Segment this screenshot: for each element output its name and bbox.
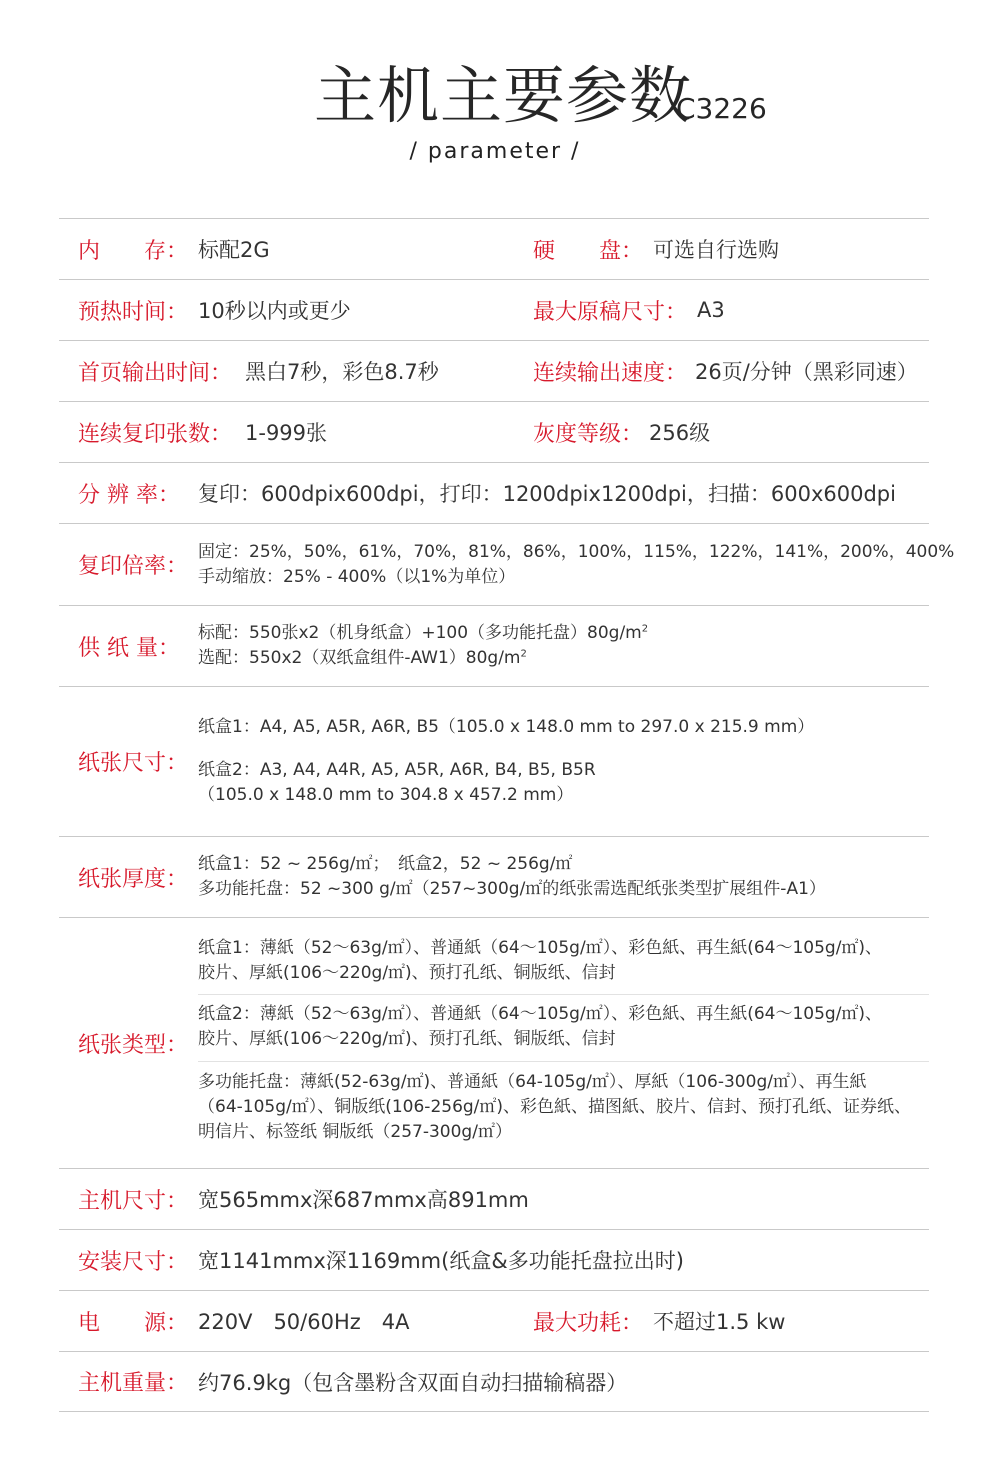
- spec-value: 复印：600dpix600dpi，打印：1200dpix1200dpi，扫描：600x600dpi: [198, 482, 896, 506]
- spec-value: 不超过1.5 kw: [653, 1310, 786, 1334]
- spec-value: 1-999张: [245, 421, 328, 445]
- spec-row-power: [59, 1290, 929, 1351]
- header: [0, 0, 990, 200]
- spec-label: 最大功耗：: [533, 1310, 644, 1336]
- spec-row-paper-weight: [59, 836, 929, 917]
- spec-row-copies: [59, 401, 929, 462]
- spec-row-weight: [59, 1351, 929, 1412]
- spec-value: 可选自行选购: [653, 238, 779, 262]
- spec-value-block: [198, 837, 826, 917]
- spec-label: 分 辨 率：: [78, 482, 180, 508]
- spec-label: 最大原稿尺寸：: [533, 299, 688, 325]
- spec-value: 宽565mmx深687mmx高891mm: [198, 1188, 529, 1212]
- spec-label: 复印倍率：: [78, 554, 189, 579]
- spec-label: 电 源：: [78, 1310, 189, 1336]
- spec-label: 纸张厚度：: [78, 866, 189, 892]
- spec-label: 纸张类型：: [78, 1032, 189, 1058]
- spec-value-block: [198, 918, 929, 1168]
- spec-row-paper-size: [59, 686, 929, 836]
- spec-value: 约76.9kg（包含墨粉含双面自动扫描输稿器）: [198, 1370, 628, 1395]
- page-subtitle: / parameter /: [409, 139, 581, 164]
- spec-value-line: 纸盒2：A3, A4, A4R, A5, A5R, A6R, B4, B5, B5R: [198, 760, 596, 780]
- spec-value: A3: [697, 298, 725, 322]
- spec-value-block: [198, 606, 648, 686]
- spec-value-line: 固定：25%，50%，61%，70%，81%，86%，100%，115%，122%，141%，200%，400%: [198, 541, 955, 562]
- spec-label: 安装尺寸：: [78, 1249, 189, 1275]
- spec-label: 首页输出时间：: [78, 360, 233, 386]
- spec-value: 256级: [649, 421, 711, 445]
- spec-label: 预热时间：: [78, 299, 189, 325]
- spec-value-line: 选配：550x2（双纸盒组件$-AW1)80g/m^2$: [198, 648, 527, 668]
- spec-value: 宽1141mmx深1169mm(纸盒&多功能托盘拉出时): [198, 1249, 684, 1273]
- paper-type-mpt: 多功能托盘：薄紙(52-63g/㎡)、普通紙（64-105g/㎡）、厚紙（106-300g/㎡）、再生紙 （64-105g/㎡）、铜版纸(106-256g/㎡)、彩色紙、描图紙、胶片、信封、预打孔纸、证券纸、 明信片、标签纸 铜版纸（257-300g/㎡）: [198, 1061, 929, 1145]
- paper-type-tray1: 纸盒1：薄紙（52～63g/㎡）、普通紙（64～105g/㎡）、彩色紙、再生紙(64～105g/㎡)、 胶片、厚紙(106～220g/㎡)、预打孔纸、铜版纸、信封: [198, 938, 883, 983]
- spec-row-paper-type: [59, 917, 929, 1168]
- spec-label: 纸张尺寸：: [78, 751, 189, 776]
- paper-type-tray2: 纸盒2：薄紙（52～63g/㎡）、普通紙（64～105g/㎡）、彩色紙、再生紙(64～105g/㎡)、 胶片、厚紙(106～220g/㎡)、预打孔纸、铜版纸、信封: [198, 994, 929, 1052]
- spec-value: 26页/分钟（黑彩同速）: [695, 360, 918, 384]
- spec-label: 硬 盘：: [533, 238, 644, 264]
- spec-value-line: 纸盒1：52 ~ 256g/㎡； 纸盒2，52 ~ 256g/㎡: [198, 854, 573, 874]
- spec-value: 220V 50/60Hz 4A: [198, 1310, 410, 1334]
- spec-value: 黑白7秒，彩色8.7秒: [245, 360, 439, 384]
- spec-row-zoom: [59, 523, 955, 605]
- spec-row-dimensions: [59, 1168, 929, 1229]
- spec-row-paper-supply: [59, 605, 929, 686]
- spec-label: 主机重量：: [78, 1371, 189, 1396]
- spec-value-line: 纸盒1：A4, A5, A5R, A6R, B5（105.0 x 148.0 mm to 297.0 x 215.9 mm）: [198, 717, 815, 737]
- spec-label: 主机尺寸：: [78, 1188, 189, 1214]
- spec-row-resolution: [59, 462, 929, 523]
- spec-label: 连续输出速度：: [533, 360, 688, 386]
- spec-row-install-size: [59, 1229, 929, 1290]
- spec-label: 灰度等级：: [533, 421, 644, 447]
- spec-value: 10秒以内或更少: [198, 299, 351, 323]
- spec-value-line: 多功能托盘：52 ~300 g/㎡（257~300g/㎡的纸张需选配纸张类型扩展组件-A1）: [198, 879, 826, 899]
- spec-row-memory: [59, 218, 929, 279]
- spec-value-block: [198, 687, 814, 836]
- spec-label: 连续复印张数：: [78, 421, 233, 447]
- spec-table: [59, 218, 955, 1412]
- spec-label: 供 纸 量：: [78, 635, 180, 661]
- spec-value-block: [198, 524, 954, 605]
- spec-value-line: 标配：550张x2（机身纸盒）+100（多功能托盘）$80g/m^2$: [198, 623, 649, 643]
- spec-row-warmup: [59, 279, 929, 340]
- spec-label: 内 存：: [78, 238, 189, 264]
- spec-value-line: （105.0 x 148.0 mm to 304.8 x 457.2 mm）: [198, 785, 574, 805]
- page-title: 主机主要参数: [314, 59, 693, 132]
- model-number: C3226: [676, 92, 767, 125]
- spec-value-line: 手动缩放：25% - 400%（以1%为单位）: [198, 566, 516, 587]
- spec-row-first-page: [59, 340, 929, 401]
- spec-value: 标配2G: [198, 238, 270, 262]
